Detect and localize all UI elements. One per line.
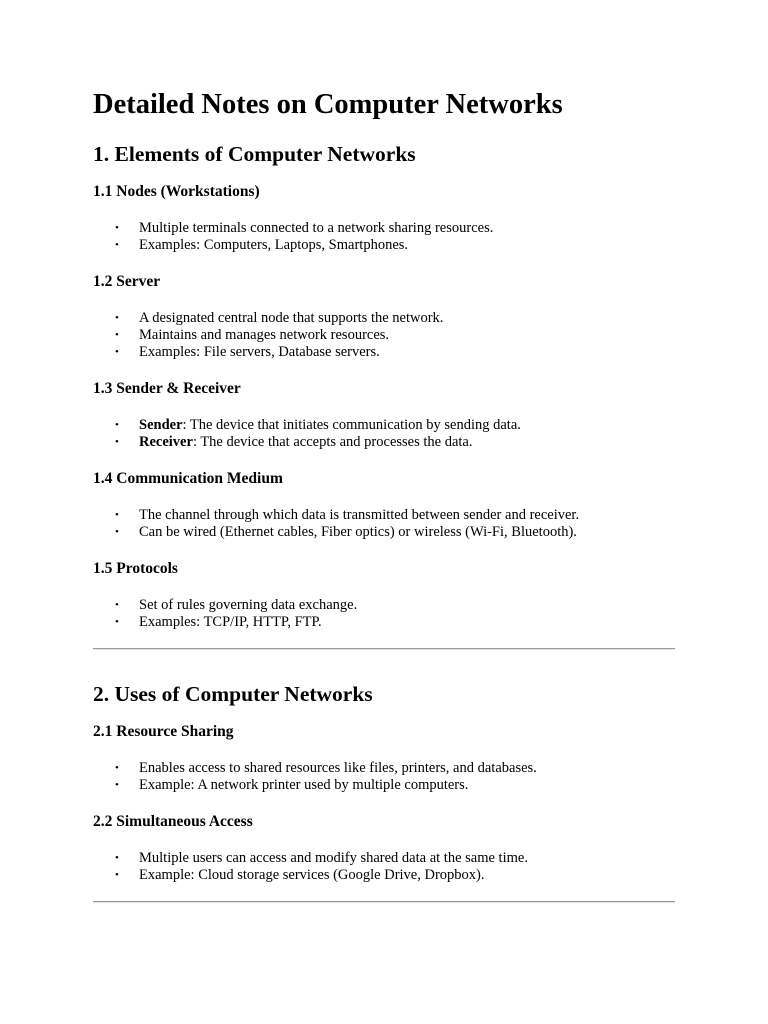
bullet-icon: • <box>115 509 119 521</box>
list-item-text: The channel through which data is transmitted between sender and receiver. <box>139 507 580 523</box>
subsection-heading: 1.1 Nodes (Workstations) <box>93 183 260 200</box>
bullet-icon: • <box>115 312 119 324</box>
bullet-icon: • <box>115 329 119 341</box>
list-item <box>93 344 676 361</box>
section-heading: 1. Elements of Computer Networks <box>93 142 416 166</box>
list-item-text: Example: Cloud storage services (Google Drive, Dropbox). <box>139 867 485 883</box>
list-item-text: Enables access to shared resources like files, printers, and databases. <box>139 760 537 776</box>
bullet-icon: • <box>115 436 119 448</box>
list-item-term: Sender <box>139 417 183 433</box>
list-item-text: : The device that accepts and processes the data. <box>192 434 473 450</box>
list-item-text: Example: A network printer used by multiple computers. <box>139 777 469 793</box>
document-title: Detailed Notes on Computer Networks <box>93 89 563 120</box>
list-item <box>93 434 676 451</box>
subsection-heading: 1.4 Communication Medium <box>93 470 283 487</box>
list-item <box>93 327 676 344</box>
list-item <box>93 524 676 541</box>
subsection-heading: 1.5 Protocols <box>93 560 178 577</box>
list-item-text: Can be wired (Ethernet cables, Fiber optics) or wireless (Wi-Fi, Bluetooth). <box>139 524 577 540</box>
list-item <box>93 597 676 614</box>
list-item <box>93 760 676 777</box>
subsection-heading: 2.2 Simultaneous Access <box>93 813 253 830</box>
bullet-icon: • <box>115 852 119 864</box>
bullet-icon: • <box>115 616 119 628</box>
bullet-list <box>93 597 676 631</box>
list-item-text: Maintains and manages network resources. <box>139 327 390 343</box>
list-item-text: Examples: TCP/IP, HTTP, FTP. <box>139 614 322 630</box>
bullet-icon: • <box>115 239 119 251</box>
bullet-icon: • <box>115 779 119 791</box>
section-heading: 2. Uses of Computer Networks <box>93 682 373 706</box>
bullet-icon: • <box>115 526 119 538</box>
list-item <box>93 867 676 884</box>
bullet-list <box>93 760 676 794</box>
list-item <box>93 310 676 327</box>
bullet-list <box>93 850 676 884</box>
bullet-list <box>93 507 676 541</box>
subsection-heading: 1.3 Sender & Receiver <box>93 380 241 397</box>
bullet-icon: • <box>115 346 119 358</box>
bullet-icon: • <box>115 222 119 234</box>
list-item <box>93 614 676 631</box>
subsection-heading: 2.1 Resource Sharing <box>93 723 234 740</box>
bullet-list <box>93 220 676 254</box>
bullet-icon: • <box>115 869 119 881</box>
list-item <box>93 220 676 237</box>
bullet-list <box>93 310 676 361</box>
list-item-text: Multiple terminals connected to a network sharing resources. <box>139 220 494 236</box>
list-item <box>93 417 676 434</box>
list-item-text: Set of rules governing data exchange. <box>139 597 358 613</box>
list-item-text: : The device that initiates communication by sending data. <box>182 417 521 433</box>
subsection-heading: 1.2 Server <box>93 273 161 290</box>
section-divider <box>93 901 675 903</box>
list-item-term: Receiver <box>139 434 193 450</box>
bullet-icon: • <box>115 419 119 431</box>
section-divider <box>93 648 675 650</box>
list-item <box>93 237 676 254</box>
list-item <box>93 777 676 794</box>
list-item-text: A designated central node that supports the network. <box>139 310 444 326</box>
bullet-icon: • <box>115 599 119 611</box>
list-item-text: Examples: File servers, Database servers. <box>139 344 380 360</box>
list-item-text: Examples: Computers, Laptops, Smartphones. <box>139 237 409 253</box>
list-item <box>93 507 676 524</box>
list-item <box>93 850 676 867</box>
document-content <box>93 85 676 903</box>
list-item-text: Multiple users can access and modify shared data at the same time. <box>139 850 528 866</box>
bullet-list <box>93 417 676 451</box>
bullet-icon: • <box>115 762 119 774</box>
